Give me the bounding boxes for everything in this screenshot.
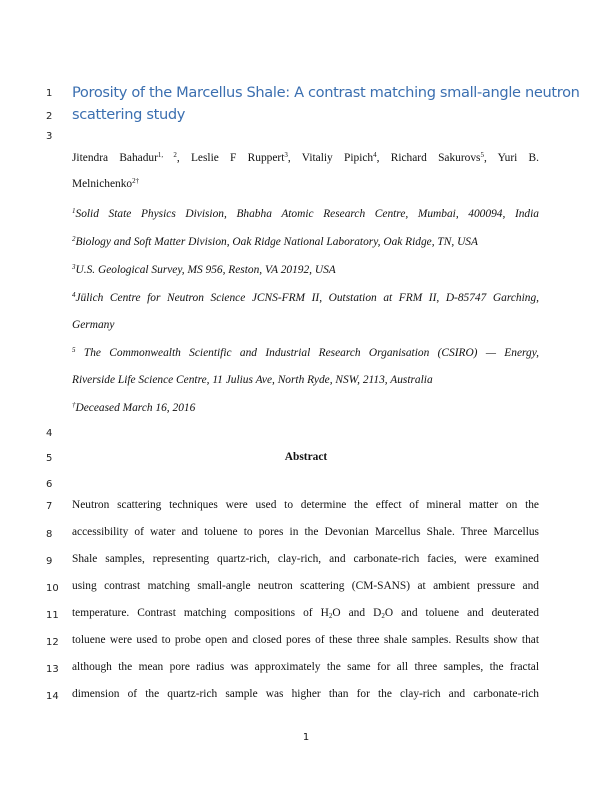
line-number: 8: [46, 529, 53, 540]
subscript: 2: [381, 612, 385, 620]
affiliation-text: The Commonwealth Scientific and Industrial Research Organisation (CSIRO) — Energy,: [75, 347, 539, 359]
affiliation-marker: 4: [373, 151, 377, 159]
text-run: O and toluene and deuterated: [384, 607, 540, 619]
page-number: 1: [302, 732, 310, 743]
abstract-line: Neutron scattering techniques were used to determine the effect of mineral matter on the: [72, 499, 539, 511]
author-name: , Vitaliy Pipich: [287, 152, 374, 164]
line-number: 9: [46, 556, 53, 567]
paper-title-line-1: Porosity of the Marcellus Shale: A contrast matching small-angle neutron: [72, 84, 580, 101]
affiliation-text: Solid State Physics Division, Bhabha Atomic Research Centre, Mumbai, 400094, India: [75, 208, 539, 220]
affiliation-text: Jülich Centre for Neutron Science JCNS-FRM II, Outstation at FRM II, D-85747 Garching,: [75, 292, 539, 304]
line-number: 3: [46, 131, 53, 142]
affiliation-marker: 2†: [132, 177, 140, 185]
text-run: O and D: [332, 607, 382, 619]
affiliation: [72, 347, 539, 359]
affiliation-marker: 4: [72, 291, 76, 299]
abstract-line: accessibility of water and toluene to pores in the Devonian Marcellus Shale. Three Marcellus: [72, 526, 539, 538]
line-number: 6: [46, 479, 53, 490]
line-number: 2: [46, 111, 53, 122]
affiliation-marker: 3: [72, 263, 76, 271]
affiliation: [72, 402, 539, 414]
affiliation-continued: Riverside Life Science Centre, 11 Julius Ave, North Ryde, NSW, 2113, Australia: [72, 374, 433, 386]
affiliation-marker: 1, 2: [157, 151, 177, 159]
author-name: Melnichenko: [72, 178, 133, 190]
line-number: 7: [46, 501, 53, 512]
subscript: 2: [328, 612, 333, 620]
author-list: [72, 152, 539, 164]
abstract-line: using contrast matching small-angle neutron scattering (CM-SANS) at ambient pressure and: [72, 580, 539, 592]
line-number: 4: [46, 428, 53, 439]
abstract-line: toluene were used to probe open and closed pores of these three shale samples. Results show that: [72, 634, 539, 646]
affiliation-marker: 1: [72, 207, 76, 215]
affiliation: [72, 208, 539, 220]
paper-title-line-2: scattering study: [72, 106, 186, 123]
affiliation: [72, 236, 539, 248]
author-name: , Richard Sakurovs: [376, 152, 481, 164]
affiliation-text: Deceased March 16, 2016: [75, 402, 196, 414]
affiliation: [72, 264, 539, 276]
abstract-line: [72, 607, 539, 619]
author-name: , Leslie F Ruppert: [176, 152, 285, 164]
line-number: 13: [46, 664, 59, 675]
affiliation-text: Biology and Soft Matter Division, Oak Ridge National Laboratory, Oak Ridge, TN, USA: [75, 236, 478, 248]
affiliation-text: U.S. Geological Survey, MS 956, Reston, VA 20192, USA: [75, 264, 336, 276]
abstract-line: dimension of the quartz-rich sample was higher than for the clay-rich and carbonate-rich: [72, 688, 539, 700]
author-list-continued: [72, 178, 539, 190]
author-name: , Yuri B.: [483, 152, 539, 164]
line-number: 14: [46, 691, 59, 702]
affiliation-continued: Germany: [72, 319, 115, 331]
abstract-heading: Abstract: [284, 451, 328, 463]
affiliation-marker: 5: [480, 151, 484, 159]
line-number: 12: [46, 637, 59, 648]
text-run: temperature. Contrast matching compositions of H: [72, 607, 329, 619]
line-number: 5: [46, 453, 53, 464]
affiliation: [72, 292, 539, 304]
abstract-line: although the mean pore radius was approximately the same for all three samples, the fractal: [72, 661, 539, 673]
line-number: 1: [46, 88, 53, 99]
affiliation-marker: 3: [284, 151, 288, 159]
affiliation-marker: †: [72, 401, 76, 409]
line-number: 11: [46, 610, 59, 621]
author-name: Jitendra Bahadur: [72, 152, 158, 164]
affiliation-marker: 2: [72, 235, 76, 243]
affiliation-marker: 5: [72, 346, 76, 354]
abstract-line: Shale samples, representing quartz-rich, clay-rich, and carbonate-rich facies, were examined: [72, 553, 539, 565]
line-number: 10: [46, 583, 59, 594]
